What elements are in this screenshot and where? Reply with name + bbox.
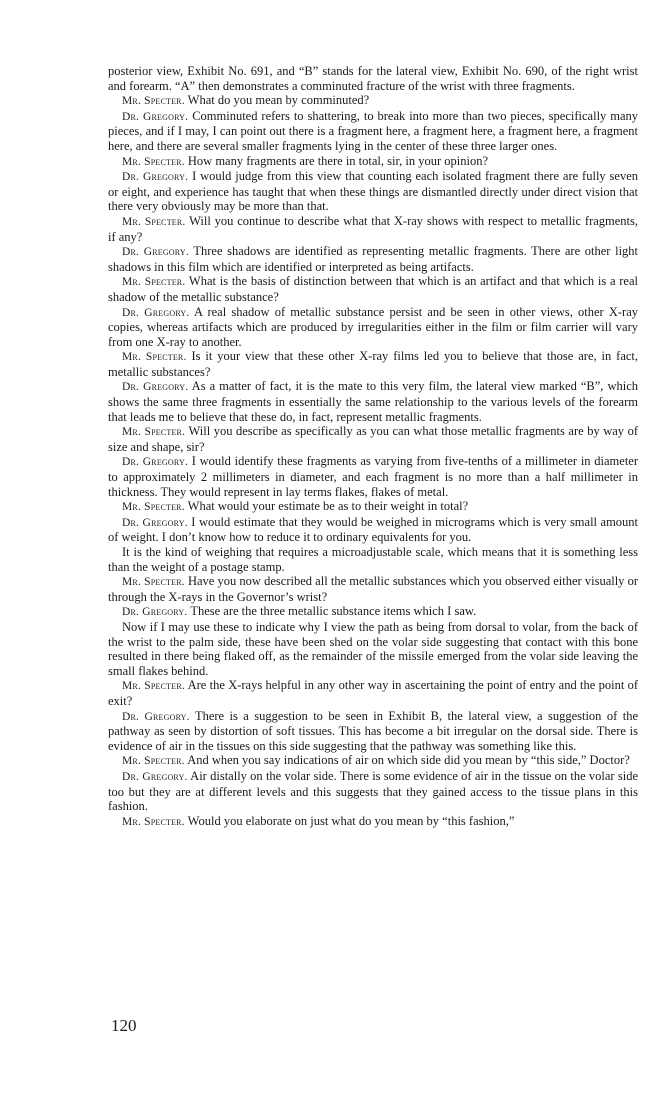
paragraph bbox=[108, 244, 638, 274]
paragraph bbox=[108, 753, 638, 769]
paragraph-text: Now if I may use these to indicate why I view the path as being from dorsal to volar, from the back of the wrist to the palm side, these have been shed on the volar side suggesting that contact with this bone resulted in there being flaked off, as the remainder of the missile emerged from the volar side leaving the small flakes behind. bbox=[108, 619, 638, 678]
paragraph-text: What would your estimate be as to their weight in total? bbox=[187, 499, 469, 514]
paragraph-text: Will you continue to describe what that X-ray shows with respect to metallic fragments, if any? bbox=[108, 213, 639, 244]
paragraph-text: Are the X-rays helpful in any other way in ascertaining the point of entry and the point of exit? bbox=[108, 678, 639, 708]
paragraph-text: As a matter of fact, it is the mate to this very film, the lateral view marked “B”, which shows the same three fragments in essentially the same relationship to the various levels of the forearm that leads me to believe that these do, in fact, represent metallic fragments. bbox=[108, 379, 638, 424]
paragraph-text: posterior view, Exhibit No. 691, and “B” stands for the lateral view, Exhibit No. 690, of the right wrist and forearm. “A” then demonstrates a comminuted fracture of the wrist with three fragments. bbox=[108, 64, 638, 93]
speaker-label: Dr. Gregory. bbox=[122, 110, 189, 123]
paragraph-text: I would judge from this view that counting each isolated fragment there are fully seven or eight, and experience has taught that when these things are dismantled directly under direct vision that there very obviously may be more than that. bbox=[108, 169, 639, 214]
paragraph bbox=[108, 169, 638, 214]
paragraph bbox=[108, 620, 638, 678]
paragraph-text: I would estimate that they would be weighed in micrograms which is very small amount of weight. I don’t know how to reduce it to ordinary equivalents for you. bbox=[108, 514, 639, 545]
paragraph-text: A real shadow of metallic substance persist and be seen in other views, other X-ray copies, whereas artifacts which are produced by irregularities either in the film or film carrier will vary from one X-ray to another. bbox=[108, 304, 639, 349]
paragraph bbox=[108, 154, 638, 170]
speaker-label: Mr. Specter. bbox=[122, 680, 185, 693]
paragraph-text: Three shadows are identified as representing metallic fragments. There are other light shadows in this film which are identified or interpreted as being artifacts. bbox=[108, 244, 639, 274]
paragraph-text: Air distally on the volar side. There is some evidence of air in the tissue on the volar side too but they are at different levels and this suggests that they gained access to the tissue plans in this fashion. bbox=[108, 768, 638, 814]
speaker-label: Dr. Gregory. bbox=[122, 456, 189, 469]
paragraph bbox=[108, 814, 638, 830]
paragraph-text: Would you elaborate on just what do you mean by “this fashion,” bbox=[187, 813, 515, 828]
paragraph-text: I would identify these fragments as varying from five-tenths of a millimeter in diameter to approximately 2 millimeters in diameter, and each fragment is no more than a half millimeter in thickness. They would represent in lay terms flakes, flakes of metal. bbox=[108, 454, 639, 499]
paragraph bbox=[108, 678, 638, 708]
paragraph bbox=[108, 64, 638, 93]
paragraph-text: It is the kind of weighing that requires a microadjustable scale, which means that it is something less than the weight of a postage stamp. bbox=[108, 545, 638, 574]
speaker-label: Mr. Specter. bbox=[122, 501, 185, 514]
paragraph-text: Is it your view that these other X-ray films led you to believe that those are, in fact, metallic substances? bbox=[108, 349, 639, 379]
speaker-label: Dr. Gregory. bbox=[122, 710, 190, 723]
speaker-label: Dr. Gregory. bbox=[122, 770, 188, 783]
paragraph bbox=[108, 574, 638, 604]
speaker-label: Mr. Specter. bbox=[122, 755, 185, 768]
paragraph-text: Comminuted refers to shattering, to break into more than two pieces, specifically many pieces, and if I may, I can point out there is a fragment here, a fragment here, a fragment here, a fragment here, and there are several smaller fragments lying in the center of these three larger ones. bbox=[108, 108, 639, 153]
paragraph-text: What is the basis of distinction between that which is an artifact and that which is a real shadow of the metallic substance? bbox=[108, 274, 638, 304]
speaker-label: Dr. Gregory. bbox=[122, 606, 188, 619]
paragraph bbox=[108, 515, 638, 545]
speaker-label: Mr. Specter. bbox=[122, 95, 185, 108]
speaker-label: Dr. Gregory. bbox=[122, 246, 189, 259]
speaker-label: Mr. Specter. bbox=[122, 351, 187, 364]
speaker-label: Mr. Specter. bbox=[122, 276, 186, 289]
speaker-label: Mr. Specter. bbox=[122, 815, 185, 828]
paragraph-text: How many fragments are there in total, sir, in your opinion? bbox=[187, 153, 489, 168]
paragraph-text: These are the three metallic substance items which I saw. bbox=[190, 604, 477, 619]
speaker-label: Mr. Specter. bbox=[122, 215, 186, 228]
speaker-label: Dr. Gregory. bbox=[122, 516, 188, 529]
speaker-label: Dr. Gregory. bbox=[122, 381, 189, 394]
paragraph bbox=[108, 349, 638, 379]
transcript-body bbox=[108, 64, 638, 829]
paragraph bbox=[108, 274, 638, 304]
paragraph bbox=[108, 454, 638, 499]
speaker-label: Mr. Specter. bbox=[122, 576, 185, 589]
paragraph-text: And when you say indications of air on which side did you mean by “this side,” Doctor? bbox=[187, 753, 630, 768]
paragraph-text: Have you now described all the metallic substances which you observed either visually or through the X-rays in the Governor’s wrist? bbox=[108, 574, 639, 604]
paragraph bbox=[108, 709, 638, 754]
paragraph bbox=[108, 214, 638, 244]
paragraph-text: Will you describe as specifically as you can what those metallic fragments are by way of size and shape, sir? bbox=[108, 424, 638, 454]
paragraph bbox=[108, 545, 638, 574]
paragraph-text: There is a suggestion to be seen in Exhibit B, the lateral view, a suggestion of the pathway as seen by distortion of soft tissues. This has become a bit irregular on the dorsal side. There is evidence of air in the tissues on this side suggesting that the pathway was something like this. bbox=[108, 708, 638, 753]
paragraph bbox=[108, 109, 638, 154]
speaker-label: Dr. Gregory. bbox=[122, 171, 189, 184]
paragraph bbox=[108, 769, 638, 814]
page-number: 120 bbox=[111, 1016, 137, 1035]
speaker-label: Mr. Specter. bbox=[122, 426, 186, 439]
speaker-label: Dr. Gregory. bbox=[122, 306, 190, 319]
paragraph bbox=[108, 499, 638, 515]
paragraph bbox=[108, 93, 638, 109]
paragraph bbox=[108, 424, 638, 454]
paragraph-text: What do you mean by comminuted? bbox=[187, 93, 370, 108]
speaker-label: Mr. Specter. bbox=[122, 155, 185, 168]
paragraph bbox=[108, 379, 638, 424]
paragraph bbox=[108, 305, 638, 350]
paragraph bbox=[108, 604, 638, 620]
